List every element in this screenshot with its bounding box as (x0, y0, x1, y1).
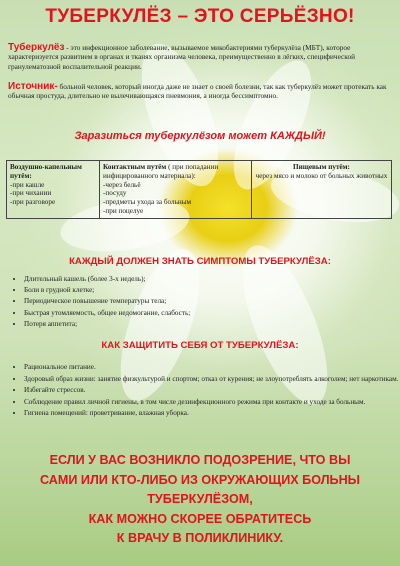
list-item: • Периодическое повышение температуры тела; (24, 296, 400, 307)
symptoms-list (10, 274, 400, 330)
cta-line: САМИ ИЛИ КТО-ЛИБО ИЗ ОКРУЖАЮЩИХ БОЛЬНЫ (39, 472, 361, 487)
call-to-action (0, 451, 400, 549)
intro-term: Туберкулёз (8, 42, 65, 53)
cta-line: ТУБЕРКУЛЁЗОМ, (147, 492, 253, 506)
list-item: • Гигиена помещений: проветривание, влажная уборка. (24, 409, 400, 419)
list-item: • Избегайте стрессов. (24, 386, 400, 396)
intro-paragraph (8, 43, 392, 71)
table-col-airborne (7, 161, 100, 219)
cta-line: К ВРАЧУ В ПОЛИКЛИНИКУ. (116, 531, 284, 545)
table-item: -предметы ухода за больным (103, 198, 192, 207)
table-item: -посуду (103, 189, 127, 198)
table-item: -при разговоре (10, 198, 56, 207)
contact-header: Контактным путём (103, 163, 167, 171)
cta-line: ЕСЛИ У ВАС ВОЗНИКЛО ПОДОЗРЕНИЕ, ЧТО ВЫ (49, 453, 351, 467)
infect-heading: Заразиться туберкулёзом может КАЖДЫЙ! (74, 130, 326, 142)
list-item: • Боли в грудной клетке; (24, 285, 400, 296)
source-paragraph (8, 82, 392, 101)
list-item: • Рациональное питание. (24, 363, 400, 373)
airborne-header: Воздушно-капельным путём: (10, 163, 82, 180)
table-item: -при чихании (10, 189, 52, 198)
list-item: • Длительный кашель (более 3-х недель); (24, 274, 400, 285)
table-col-food (252, 161, 392, 219)
symptoms-heading: КАЖДЫЙ ДОЛЖЕН ЗНАТЬ СИМПТОМЫ ТУБЕРКУЛЁЗА: (69, 256, 331, 267)
contact-header-note: ( при попадании инфицированного материала): (103, 163, 219, 180)
list-item: • Соблюдение правил личной гигиены, в том числе дезинфекционного режима при контакте и уходе за больным. (24, 398, 400, 408)
source-term: Источник- (8, 81, 58, 92)
protect-heading: КАК ЗАЩИТИТЬ СЕБЯ ОТ ТУБЕРКУЛЁЗА: (101, 340, 299, 351)
page-title: ТУБЕРКУЛЁЗ – ЭТО СЕРЬЁЗНО! (45, 6, 355, 27)
table-item: -через бельё (103, 180, 141, 189)
list-item: • Потеря аппетита; (24, 319, 400, 330)
table-item: -при кашле (10, 180, 45, 189)
list-item: • Быстрая утомляемость, общее недомогание, слабость; (24, 308, 400, 319)
cta-line: КАК МОЖНО СКОРЕЕ ОБРАТИТЕСЬ (88, 511, 312, 526)
intro-text: - это инфекционное заболевание, вызываемое микобактериями туберкулёза (МБТ), которое характеризуется развитием в органах и тканях организма человека, преимущественно в лёгких, специфической гранулематозной воспалительной реакции. (8, 43, 355, 71)
transmission-table (6, 160, 392, 219)
food-header: Пищевым путём: (293, 163, 350, 171)
source-text: больной человек, который иногда даже не знает о своей болезни, так как туберкулёз может протекать как обычная простуда, длительно не вылечивающаяся пневмония, а иногда бессимптомно. (8, 82, 387, 101)
table-col-contact (100, 161, 252, 219)
protect-list (10, 363, 400, 419)
food-text: через мясо и молоко от больных животных (255, 171, 388, 180)
table-item: -при поцелуе (103, 206, 144, 215)
list-item: • Здоровый образ жизни: занятие физкультурой и спортом; отказ от курения; не злоупотреблять алкоголем; нет наркотикам. (24, 375, 400, 385)
